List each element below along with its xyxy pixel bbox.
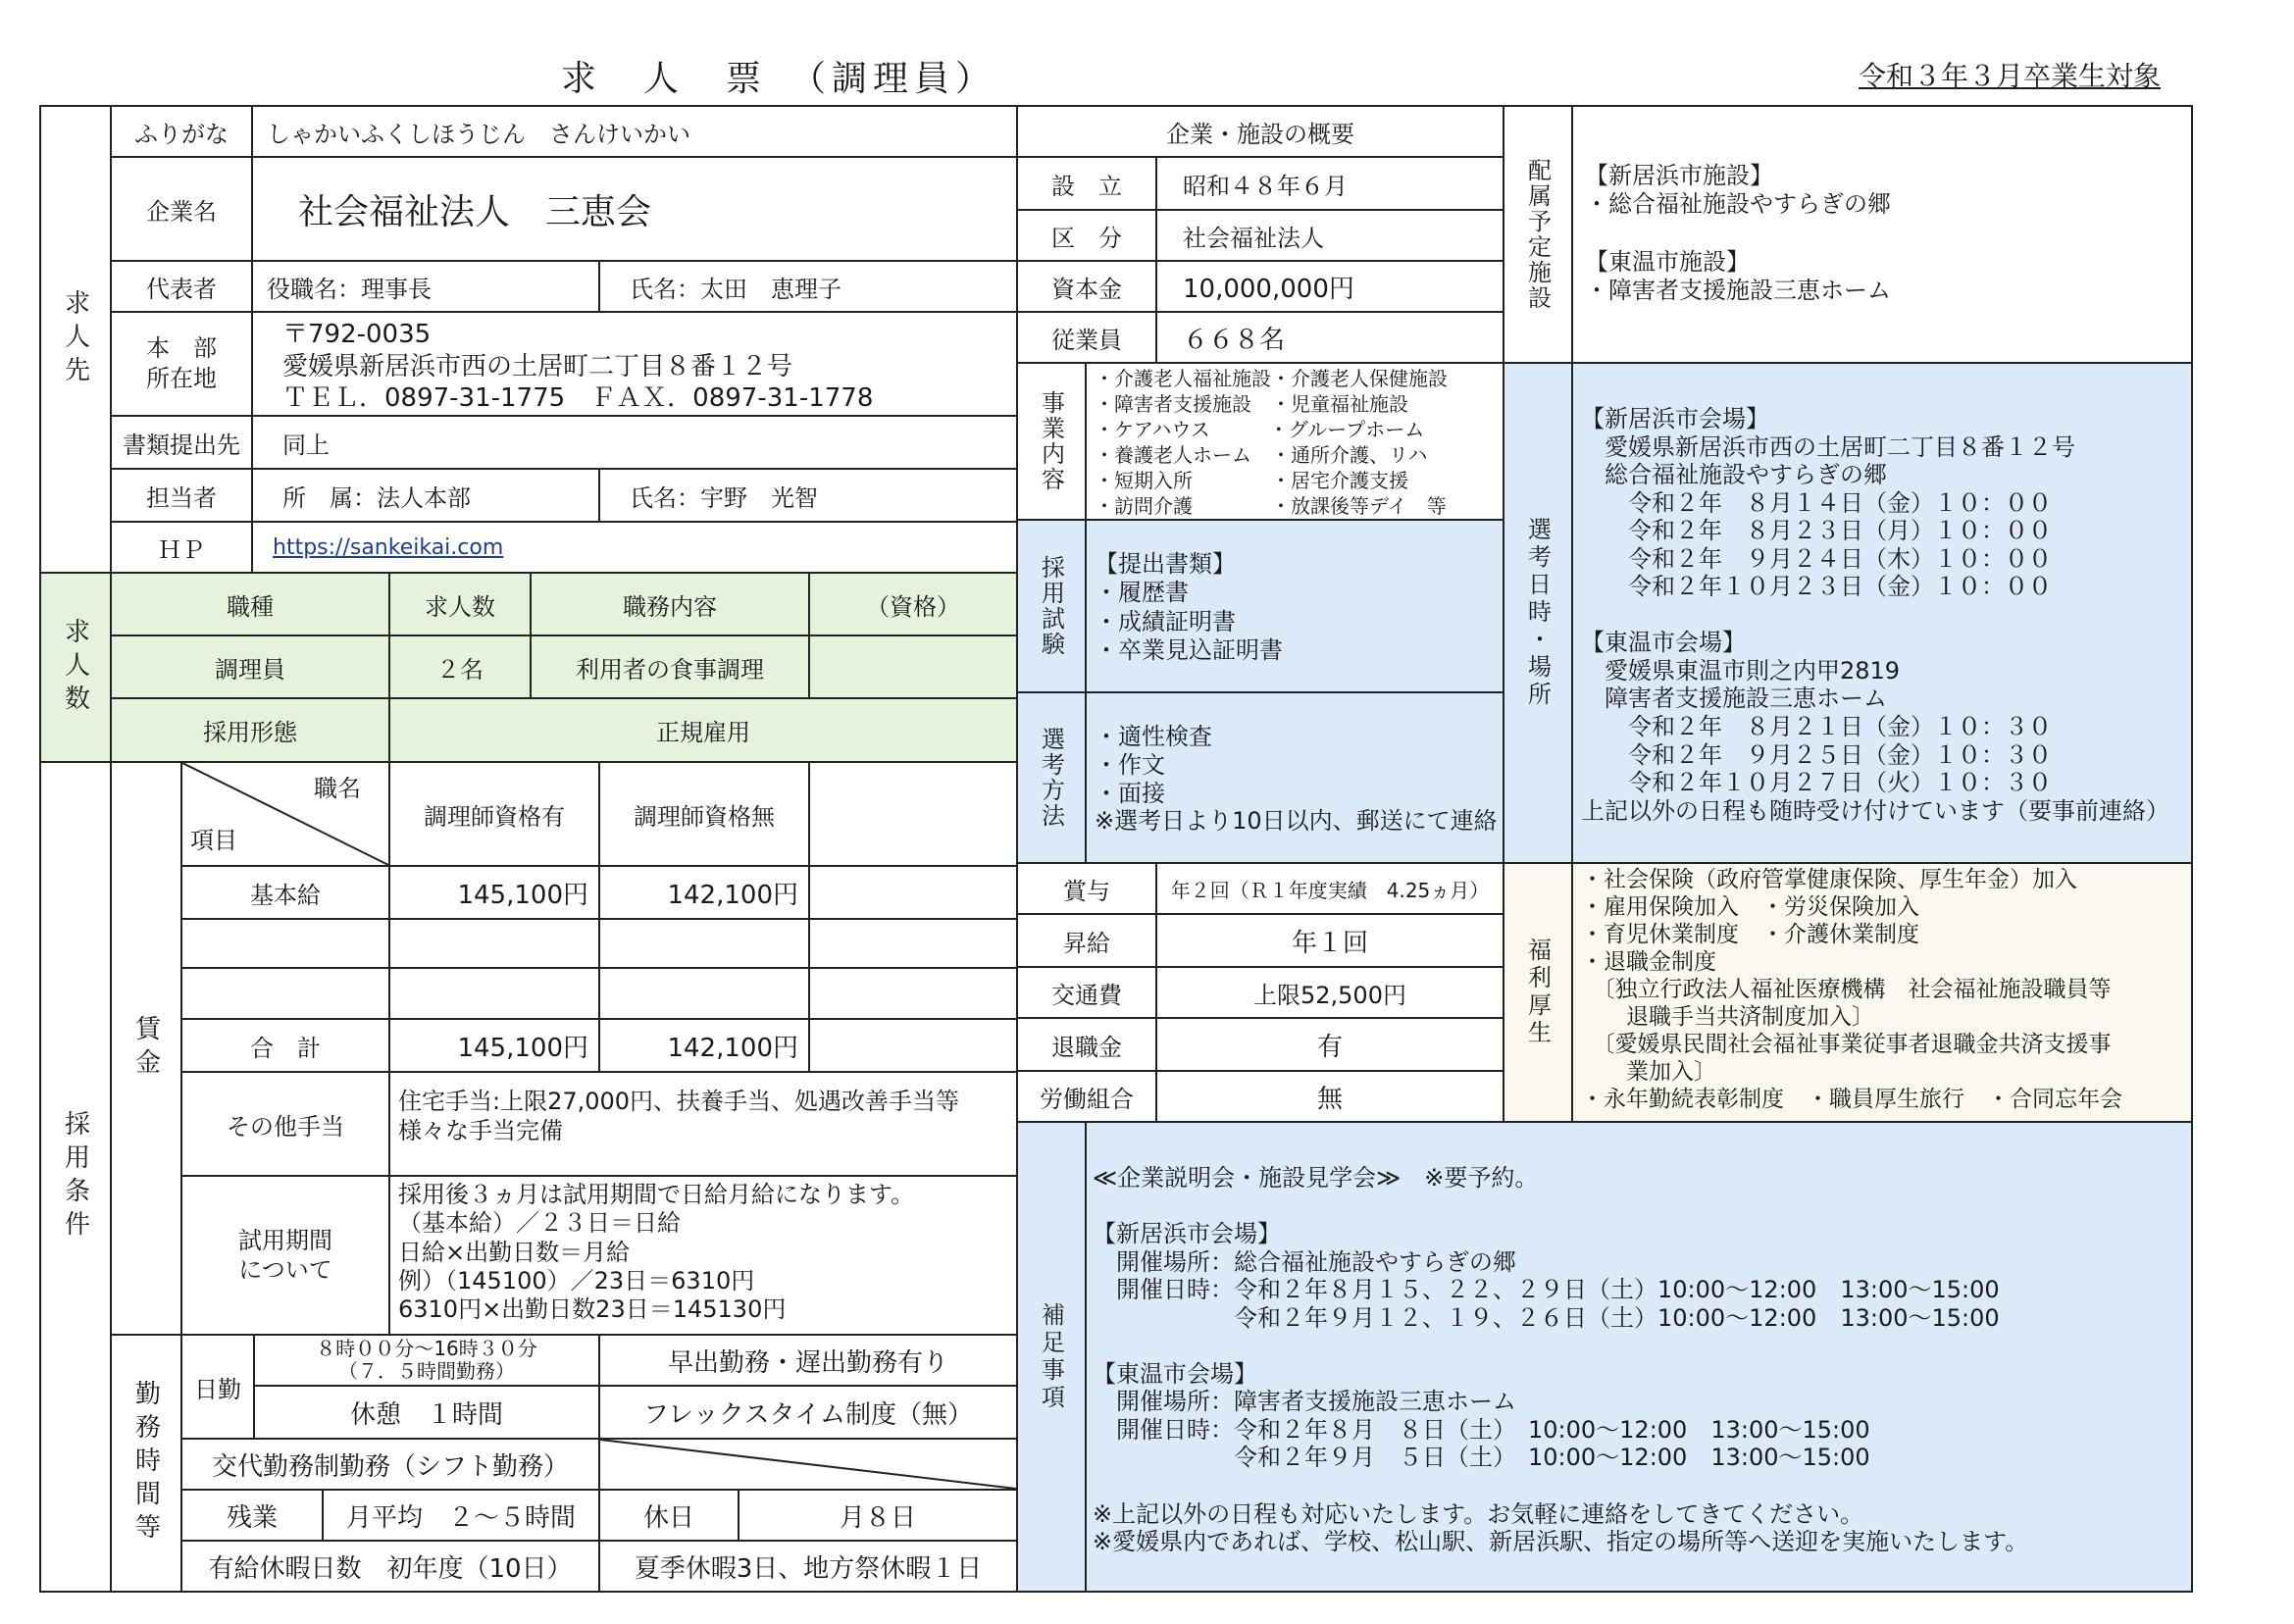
break-time: 休憩 １時間 bbox=[253, 1385, 600, 1440]
wage-header-item: 項目 bbox=[190, 827, 237, 854]
overview-row-label: 従業員 bbox=[1016, 311, 1157, 364]
rep-name: 氏名：太田 恵理子 bbox=[598, 260, 1018, 313]
empty-row-a-3 bbox=[808, 918, 1018, 969]
submit-value: 同上 bbox=[251, 415, 1018, 470]
company-name-label: 企業名 bbox=[110, 156, 253, 262]
wage-col3-header bbox=[808, 761, 1018, 867]
overview-heading: 企業・施設の概要 bbox=[1016, 105, 1504, 158]
benefit-value: 上限52,500円 bbox=[1155, 966, 1504, 1019]
total-label: 合 計 bbox=[180, 1018, 390, 1073]
target-graduates: 令和３年３月卒業生対象 bbox=[1859, 60, 2162, 92]
trial-period-value: 採用後３ヵ月は試用期間で日給月給になります。 （基本給）／２３日＝日給 日給×出勤日数＝月給 例）（145100）／23日＝6310円 6310円×出勤日数23日＝145130円 bbox=[388, 1175, 1018, 1336]
benefit-label: 賞与 bbox=[1016, 862, 1157, 915]
job-qual-value bbox=[808, 634, 1018, 699]
holiday-label: 休日 bbox=[598, 1489, 739, 1542]
method-value: ・適性検査 ・作文 ・面接 ※選考日より10日以内、郵送にて連絡 bbox=[1085, 691, 1504, 864]
flex-time: フレックスタイム制度（無） bbox=[598, 1385, 1018, 1440]
benefit-value: 年２回（Ｒ１年度実績 4.25ヵ月） bbox=[1155, 862, 1504, 915]
early-late-shift: 早出勤務・遅出勤務有り bbox=[598, 1334, 1018, 1387]
job-duty-header: 職務内容 bbox=[530, 572, 810, 636]
shift-work: 交代勤務制勤務（シフト勤務） bbox=[180, 1438, 600, 1491]
shift-work-blank bbox=[598, 1438, 1018, 1491]
side-label-kyujinsu: 求人数 bbox=[39, 572, 112, 763]
job-duty-value: 利用者の食事調理 bbox=[530, 634, 810, 699]
empty-row-b-3 bbox=[808, 967, 1018, 1020]
total-col2: 142,100円 bbox=[598, 1018, 810, 1073]
side-label-saiyo-joken: 採用条件 bbox=[39, 761, 112, 1593]
wage-header-job: 職名 bbox=[314, 775, 361, 802]
contact-dept: 所 属：法人本部 bbox=[251, 468, 600, 523]
wage-col2-header: 調理師資格無 bbox=[598, 761, 810, 867]
welfare-label: 福利厚生 bbox=[1503, 862, 1573, 1123]
contact-name: 氏名：宇野 光智 bbox=[598, 468, 1018, 523]
furigana-label: ふりがな bbox=[110, 105, 253, 158]
overview-row-label: 設 立 bbox=[1016, 156, 1157, 211]
hq-label: 本 部 所在地 bbox=[110, 311, 253, 417]
benefit-value: 無 bbox=[1155, 1070, 1504, 1123]
day-shift-label: 日勤 bbox=[180, 1334, 255, 1440]
submit-label: 書類提出先 bbox=[110, 415, 253, 470]
base-pay-label: 基本給 bbox=[180, 865, 390, 920]
job-type-header: 職種 bbox=[110, 572, 390, 636]
overview-row-value: 社会福祉法人 bbox=[1155, 209, 1504, 262]
base-pay-col1: 145,100円 bbox=[388, 865, 600, 920]
benefit-label: 退職金 bbox=[1016, 1017, 1157, 1072]
employment-form-value: 正規雇用 bbox=[388, 697, 1018, 763]
rep-label: 代表者 bbox=[110, 260, 253, 313]
benefit-value: 有 bbox=[1155, 1017, 1504, 1072]
business-value: ・介護老人福祉施設・介護老人保健施設 ・障害者支援施設 ・児童福祉施設 ・ケアハウス ・グループホーム ・養護老人ホーム ・通所介護、リハ ・短期入所 ・居宅介護支援 ・訪問介護 ・放課後等デイ 等 bbox=[1085, 362, 1504, 521]
summer-holiday: 夏季休暇3日、地方祭休暇１日 bbox=[598, 1540, 1018, 1593]
wage-col1-header: 調理師資格有 bbox=[388, 761, 600, 867]
overview-row-value: ６６８名 bbox=[1155, 311, 1504, 364]
total-col3 bbox=[808, 1018, 1018, 1073]
overview-row-value: 昭和４８年６月 bbox=[1155, 156, 1504, 211]
employment-form-label: 採用形態 bbox=[110, 697, 390, 763]
wage-header-diagonal bbox=[180, 761, 390, 867]
base-pay-col3 bbox=[808, 865, 1018, 920]
side-label-kinmu-jikan: 勤務時間等 bbox=[110, 1334, 182, 1593]
overtime-label: 残業 bbox=[180, 1489, 324, 1542]
welfare-value: ・社会保険（政府管掌健康保険、厚生年金）加入 ・雇用保険加入 ・労災保険加入 ・育児休業制度 ・介護休業制度 ・退職金制度 〔独立行政法人福祉医療機構 社会福祉施設職員等 退職手当共済制度加入〕 〔愛媛県民間社会福祉事業従事者退職金共済支援事 業加入〕 ・永年勤続表彰制度 ・職員厚生旅行 ・合同忘年会 bbox=[1571, 862, 2193, 1123]
other-allowance-value: 住宅手当:上限27,000円、扶養手当、処遇改善手当等 様々な手当完備 bbox=[388, 1071, 1018, 1177]
overtime-value: 月平均 ２～５時間 bbox=[322, 1489, 600, 1542]
trial-period-label: 試用期間 について bbox=[180, 1175, 390, 1336]
job-qual-header: （資格） bbox=[808, 572, 1018, 636]
empty-row-a-label bbox=[180, 918, 390, 969]
schedule-label: 選考日時・場所 bbox=[1503, 362, 1573, 864]
total-col1: 145,100円 bbox=[388, 1018, 600, 1073]
base-pay-col2: 142,100円 bbox=[598, 865, 810, 920]
benefit-label: 交通費 bbox=[1016, 966, 1157, 1019]
overview-row-label: 区 分 bbox=[1016, 209, 1157, 262]
holiday-value: 月８日 bbox=[738, 1489, 1018, 1542]
exam-label: 採用試験 bbox=[1016, 519, 1087, 693]
empty-row-b-1 bbox=[388, 967, 600, 1020]
assignment-label: 配属予定施設 bbox=[1503, 105, 1573, 364]
hp-label: ＨＰ bbox=[110, 521, 253, 574]
benefit-label: 昇給 bbox=[1016, 913, 1157, 968]
contact-label: 担当者 bbox=[110, 468, 253, 523]
hq-address: 〒792-0035 愛媛県新居浜市西の土居町二丁目８番１２号 ＴＥＬ．0897-31-1775 ＦＡＸ．0897-31-1778 bbox=[251, 311, 1018, 417]
homepage-link[interactable]: https://sankeikai.com bbox=[273, 534, 504, 560]
day-shift-hours: ８時００分～16時３０分 （７．５時間勤務） bbox=[253, 1334, 600, 1387]
notes-label: 補足事項 bbox=[1016, 1121, 1087, 1593]
diagonal-line bbox=[600, 1440, 1016, 1489]
overview-row-value: 10,000,000円 bbox=[1155, 260, 1504, 313]
job-count-header: 求人数 bbox=[388, 572, 532, 636]
side-label-chingin: 賃金 bbox=[110, 761, 182, 1336]
empty-row-b-2 bbox=[598, 967, 810, 1020]
rep-title: 役職名：理事長 bbox=[251, 260, 600, 313]
benefit-value: 年１回 bbox=[1155, 913, 1504, 968]
exam-docs: 【提出書類】 ・履歴書 ・成績証明書 ・卒業見込証明書 bbox=[1085, 519, 1504, 693]
job-type-value: 調理員 bbox=[110, 634, 390, 699]
job-count-value: ２名 bbox=[388, 634, 532, 699]
notes-value: ≪企業説明会・施設見学会≫ ※要予約。 【新居浜市会場】 開催場所：総合福祉施設やすらぎの郷 開催日時：令和２年８月１５、２２、２９日（土）10:00～12:00 13:00～15:00 令和２年９月１２、１９、２６日（土）10:00～12:00 13:00～15:00 【東温市会場】 開催場所：障害者支援施設三恵ホーム 開催日時：令和２年８月 ８日（土） 10:00～12:00 13:00～15:00 令和２年９月 ５日（土） 10:00～12:00 13:00～15:00 ※上記以外の日程も対応いたします。お気軽に連絡をしてきてください。 ※愛媛県内であれば、学校、松山駅、新居浜駅、指定の場所等へ送迎を実施いたします。 bbox=[1085, 1121, 2193, 1593]
benefit-label: 労働組合 bbox=[1016, 1070, 1157, 1123]
assignment-value: 【新居浜市施設】 ・総合福祉施設やすらぎの郷 【東温市施設】 ・障害者支援施設三恵ホーム bbox=[1571, 105, 2193, 364]
page-title: 求 人 票 （調理員） bbox=[561, 59, 997, 99]
furigana-value: しゃかいふくしほうじん さんけいかい bbox=[251, 105, 1018, 158]
side-label-kyujinsaki: 求人先 bbox=[39, 105, 112, 574]
other-allowance-label: その他手当 bbox=[180, 1071, 390, 1177]
company-name-value: 社会福祉法人 三恵会 bbox=[251, 156, 1018, 262]
empty-row-b-label bbox=[180, 967, 390, 1020]
empty-row-a-1 bbox=[388, 918, 600, 969]
business-label: 事業内容 bbox=[1016, 362, 1087, 521]
method-label: 選考方法 bbox=[1016, 691, 1087, 864]
hp-cell bbox=[251, 521, 1018, 574]
schedule-value: 【新居浜市会場】 愛媛県新居浜市西の土居町二丁目８番１２号 総合福祉施設やすらぎの郷 令和２年 ８月１４日（金）１０：００ 令和２年 ８月２３日（月）１０：００ 令和２年 ９月２４日（木）１０：００ 令和２年１０月２３日（金）１０：００ 【東温市会場】 愛媛県東温市則之内甲2819 障害者支援施設三恵ホーム 令和２年 ８月２１日（金）１０：３０ 令和２年 ９月２５日（金）１０：３０ 令和２年１０月２７日（火）１０：３０ 上記以外の日程も随時受け付けています（要事前連絡） bbox=[1571, 362, 2193, 864]
empty-row-a-2 bbox=[598, 918, 810, 969]
overview-row-label: 資本金 bbox=[1016, 260, 1157, 313]
paid-leave: 有給休暇日数 初年度（10日） bbox=[180, 1540, 600, 1593]
